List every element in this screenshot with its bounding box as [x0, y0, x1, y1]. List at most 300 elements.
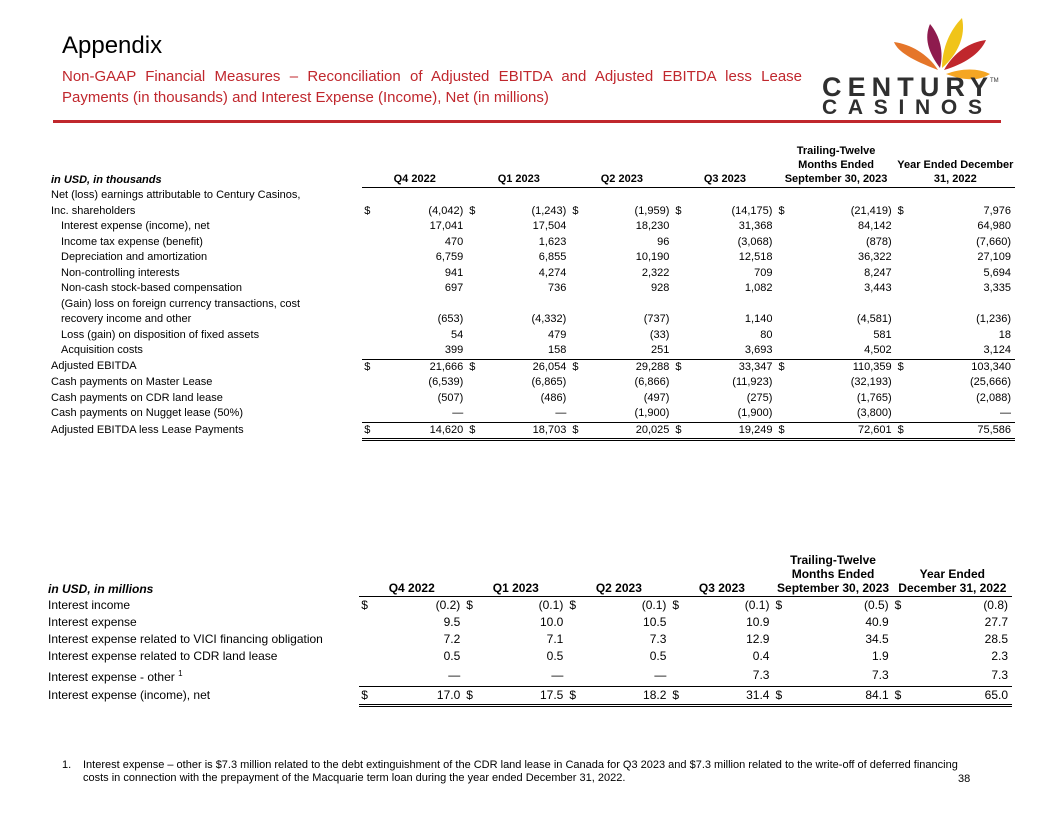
row-label-text: Cash payments on Nugget lease (50%) [51, 407, 243, 420]
dollar-sign: $ [569, 598, 577, 612]
cell-value: (32,193) [850, 376, 892, 388]
cell-value: (0.1) [538, 598, 564, 612]
dollar-sign [673, 312, 683, 328]
dollar-sign [359, 614, 369, 631]
footnote-number: 1. [62, 759, 72, 771]
dollar-sign: $ [776, 422, 786, 440]
cell-value: (0.1) [744, 598, 770, 612]
cell-value: (0.8) [983, 598, 1008, 612]
dollar-sign [673, 375, 683, 391]
cell-value: 3,693 [683, 343, 776, 359]
dollar-sign [776, 391, 786, 407]
dollar-sign: $ [670, 686, 680, 705]
cell-value: 31,368 [738, 220, 773, 232]
dollar-sign: $ [361, 598, 368, 612]
cell-value [906, 297, 1015, 313]
dollar-sign: $ [567, 686, 577, 705]
dollar-sign [467, 343, 477, 359]
dollar-sign [570, 391, 580, 407]
dollar-sign [776, 375, 786, 391]
cell-value: — [577, 665, 670, 686]
cell-value: 7.3 [903, 665, 1012, 686]
logo-tm: TM [990, 78, 999, 84]
dollar-sign [464, 631, 474, 648]
adjusted-ebitda-table [51, 144, 1015, 441]
cell-value: 697 [444, 282, 464, 294]
cell-value [683, 297, 776, 313]
row-label [51, 250, 362, 266]
cell-value: 3,443 [864, 282, 892, 294]
dollar-sign: $ [673, 422, 683, 440]
dollar-sign [570, 328, 580, 344]
cell-value: 10.5 [643, 615, 667, 629]
cell-value: 928 [651, 282, 670, 294]
cell-value: (486) [540, 391, 567, 404]
row-label-text: Cash payments on Master Lease [51, 376, 213, 388]
dollar-sign: $ [893, 686, 903, 705]
dollar-sign [673, 328, 683, 344]
dollar-sign [467, 235, 477, 251]
cell-value: (1,900) [580, 406, 673, 422]
cell-value: (4,581) [856, 313, 892, 325]
column-header: Q1 2023 [464, 553, 567, 597]
cell-value: 1,623 [538, 235, 567, 248]
row-label [51, 219, 362, 235]
cell-value: 18.2 [577, 686, 670, 705]
dollar-sign [893, 631, 903, 648]
cell-value: (6,866) [634, 376, 670, 388]
dollar-sign [896, 188, 906, 204]
cell-value: 20,025 [580, 422, 673, 440]
row-label-text: Depreciation and amortization [61, 251, 208, 263]
cell-value: (1,236) [976, 313, 1011, 325]
dollar-sign [896, 328, 906, 344]
dollar-sign [776, 343, 786, 359]
cell-value: 12,518 [738, 251, 773, 263]
dollar-sign [773, 631, 783, 648]
cell-value: 27.7 [984, 615, 1008, 629]
table-row [51, 391, 1015, 407]
cell-value: 4,502 [787, 343, 896, 359]
dollar-sign [776, 281, 786, 297]
dollar-sign [893, 648, 903, 665]
dollar-sign [362, 235, 372, 251]
cell-value: 158 [477, 343, 570, 359]
row-label [48, 597, 359, 615]
cell-value: 17,504 [532, 220, 567, 232]
row-label-text: Acquisition costs [61, 344, 143, 357]
table-row [51, 250, 1015, 266]
table-row [51, 204, 1015, 220]
cell-value [683, 188, 776, 204]
row-label [51, 406, 362, 422]
table-row [51, 312, 1015, 328]
row-label-text: Cash payments on CDR land lease [51, 391, 223, 404]
dollar-sign [776, 297, 786, 313]
row-label-text: Adjusted EBITDA [51, 360, 137, 373]
dollar-sign: $ [572, 204, 579, 217]
row-label-text: Interest expense related to CDR land lease [48, 649, 278, 663]
dollar-sign [673, 250, 683, 266]
dollar-sign [362, 219, 372, 235]
row-label-text: Interest expense - other [48, 670, 175, 684]
dollar-sign: $ [572, 360, 579, 373]
cell-value: 251 [580, 343, 673, 359]
dollar-sign [467, 219, 477, 235]
row-label-text: Interest expense [48, 615, 137, 629]
dollar-sign [467, 312, 477, 328]
column-header: Q2 2023 [570, 144, 673, 188]
dollar-sign [670, 665, 680, 686]
dollar-sign [362, 281, 372, 297]
row-label-text: Interest income [48, 597, 131, 612]
cell-value: 479 [547, 328, 567, 341]
dollar-sign [362, 250, 372, 266]
row-label-text: Inc. shareholders [51, 204, 136, 217]
dollar-sign [467, 328, 477, 344]
dollar-sign [567, 614, 577, 631]
cell-value: (1,959) [634, 204, 670, 217]
dollar-sign [896, 375, 906, 391]
table-row [51, 343, 1015, 359]
dollar-sign [896, 406, 906, 422]
cell-value: 65.0 [903, 686, 1012, 705]
dollar-sign [362, 343, 372, 359]
dollar-sign [673, 391, 683, 407]
dollar-sign [893, 614, 903, 631]
table-row [48, 597, 1012, 615]
cell-value: (3,800) [787, 406, 896, 422]
cell-value: 64,980 [977, 220, 1011, 232]
dollar-sign [776, 312, 786, 328]
dollar-sign [773, 648, 783, 665]
dollar-sign: $ [675, 204, 682, 217]
cell-value: 10.9 [746, 615, 770, 629]
cell-value [477, 297, 570, 313]
dollar-sign: $ [675, 360, 682, 373]
dollar-sign [570, 312, 580, 328]
cell-value [477, 188, 570, 204]
dollar-sign [896, 235, 906, 251]
dollar-sign [467, 391, 477, 407]
cell-value: 0.5 [443, 649, 461, 663]
cell-value: 2.3 [991, 649, 1008, 663]
page-subtitle: Non-GAAP Financial Measures – Reconciliation of Adjusted EBITDA and Adjusted EBITDA less Lease Payments (in thousands) and Interest Expense (Income), Net (in millions) [62, 68, 802, 106]
cell-value: 7.3 [649, 632, 667, 646]
cell-value: 14,620 [372, 422, 467, 440]
cell-value: (6,539) [428, 376, 464, 388]
dollar-sign [776, 235, 786, 251]
dollar-sign [570, 406, 580, 422]
cell-value: 581 [873, 328, 892, 341]
dollar-sign [570, 266, 580, 282]
dollar-sign [359, 631, 369, 648]
cell-value: 6,855 [538, 251, 567, 263]
cell-value: 10.0 [539, 615, 564, 629]
row-label [51, 204, 362, 220]
column-header: Q4 2022 [362, 144, 467, 188]
dollar-sign [673, 406, 683, 422]
cell-value: 470 [444, 235, 464, 248]
dollar-sign: $ [894, 598, 902, 612]
dollar-sign [567, 648, 577, 665]
row-label [51, 297, 362, 313]
cell-value: 2,322 [641, 266, 670, 279]
dollar-sign [896, 312, 906, 328]
cell-value: 28.5 [984, 632, 1008, 646]
dollar-sign [570, 188, 580, 204]
row-label-text: Interest expense related to VICI financing obligation [48, 632, 323, 646]
cell-value: (0.5) [863, 598, 889, 612]
cell-value: 0.4 [752, 649, 770, 663]
cell-value: 17.5 [474, 686, 567, 705]
dollar-sign [773, 665, 783, 686]
cell-value: 84.1 [784, 686, 893, 705]
cell-value: 29,288 [635, 360, 670, 373]
cell-value: 84,142 [858, 220, 892, 232]
cell-value: 1,140 [744, 313, 773, 325]
cell-value: (6,865) [531, 376, 567, 388]
cell-value [580, 297, 673, 313]
dollar-sign [776, 406, 786, 422]
cell-value: (1,900) [683, 406, 776, 422]
row-label [51, 343, 362, 359]
dollar-sign: $ [362, 422, 372, 440]
dollar-sign [776, 266, 786, 282]
dollar-sign [896, 391, 906, 407]
row-label [51, 312, 362, 328]
cell-value: 0.5 [546, 649, 564, 663]
cell-value [372, 188, 467, 204]
table-header-row [51, 144, 1015, 188]
row-label [51, 422, 362, 440]
dollar-sign [467, 250, 477, 266]
table-row [48, 686, 1012, 705]
cell-value: 3,335 [983, 282, 1011, 294]
dollar-sign [570, 219, 580, 235]
row-label [51, 266, 362, 282]
dollar-sign [776, 328, 786, 344]
footnote-marker: 1 [178, 669, 183, 678]
column-header: Trailing-Twelve Months Ended September 30, 2023 [776, 144, 895, 188]
dollar-sign: $ [469, 360, 476, 373]
cell-value: (0.1) [641, 598, 667, 612]
cell-value: 399 [372, 343, 467, 359]
table-row [48, 648, 1012, 665]
dollar-sign: $ [364, 204, 371, 217]
dollar-sign [896, 297, 906, 313]
title-divider [53, 120, 1001, 123]
dollar-sign [896, 281, 906, 297]
cell-value: — [474, 665, 567, 686]
row-label-text: Interest expense (income), net [48, 688, 211, 702]
dollar-sign: $ [896, 422, 906, 440]
dollar-sign: $ [469, 204, 476, 217]
cell-value: 7,976 [983, 204, 1011, 217]
column-header: Q3 2023 [670, 553, 773, 597]
dollar-sign [673, 297, 683, 313]
row-label [48, 614, 359, 631]
cell-value: 72,601 [787, 422, 896, 440]
dollar-sign [896, 343, 906, 359]
century-casinos-logo [820, 8, 1000, 116]
dollar-sign [773, 614, 783, 631]
table-row [51, 422, 1015, 440]
dollar-sign [362, 297, 372, 313]
cell-value: 27,109 [977, 251, 1011, 263]
dollar-sign [359, 665, 369, 686]
row-label-text: Loss (gain) on disposition of fixed assets [61, 328, 260, 341]
row-label [48, 648, 359, 665]
cell-value: 34.5 [865, 632, 889, 646]
row-label [51, 328, 362, 344]
dollar-sign [464, 648, 474, 665]
dollar-sign [776, 188, 786, 204]
dollar-sign: $ [897, 360, 904, 373]
table-row [51, 328, 1015, 344]
row-label [48, 665, 359, 686]
cell-value [580, 188, 673, 204]
cell-value: (4,332) [531, 313, 567, 325]
cell-value: (737) [643, 313, 670, 325]
dollar-sign [464, 665, 474, 686]
cell-value: 12.9 [746, 632, 770, 646]
dollar-sign [570, 235, 580, 251]
dollar-sign [776, 250, 786, 266]
cell-value: 9.5 [443, 615, 461, 629]
cell-value: 18 [998, 328, 1011, 341]
cell-value: 4,274 [538, 266, 567, 279]
cell-value [787, 297, 896, 313]
page-number: 38 [958, 773, 971, 785]
dollar-sign [673, 281, 683, 297]
dollar-sign [467, 406, 477, 422]
table-row [48, 665, 1012, 686]
cell-value: 1,082 [744, 282, 773, 294]
column-header: Q3 2023 [673, 144, 776, 188]
cell-value: (4,042) [428, 204, 464, 217]
cell-value: 18,230 [635, 220, 670, 232]
row-label [51, 281, 362, 297]
cell-value: 33,347 [738, 360, 773, 373]
dollar-sign [467, 266, 477, 282]
cell-value: 19,249 [683, 422, 776, 440]
dollar-sign [567, 665, 577, 686]
table-row [51, 297, 1015, 313]
row-label [51, 375, 362, 391]
dollar-sign [362, 266, 372, 282]
cell-value: 8,247 [864, 266, 892, 279]
dollar-sign: $ [464, 686, 474, 705]
dollar-sign: $ [466, 598, 473, 612]
cell-value: (7,660) [976, 235, 1011, 248]
row-label [48, 631, 359, 648]
cell-value: 736 [547, 282, 567, 294]
column-header: Q2 2023 [567, 553, 670, 597]
interest-expense-table [48, 553, 1012, 707]
cell-value: 80 [760, 328, 773, 341]
dollar-sign: $ [778, 204, 785, 217]
unit-label: in USD, in thousands [51, 173, 162, 186]
dollar-sign [673, 188, 683, 204]
dollar-sign [896, 250, 906, 266]
table-row [51, 406, 1015, 422]
table-row [51, 219, 1015, 235]
cell-value: 1.9 [871, 649, 889, 663]
unit-label: in USD, in millions [48, 581, 154, 596]
dollar-sign [893, 665, 903, 686]
table-row [51, 188, 1015, 204]
dollar-sign [670, 631, 680, 648]
dollar-sign [776, 219, 786, 235]
dollar-sign [896, 219, 906, 235]
row-label-text: Adjusted EBITDA less Lease Payments [51, 424, 244, 436]
cell-value [372, 297, 467, 313]
column-header: Year Ended December 31, 2022 [893, 553, 1012, 597]
dollar-sign: $ [775, 598, 783, 612]
cell-value: 40.9 [865, 615, 889, 629]
cell-value: 7.3 [784, 665, 893, 686]
cell-value: 0.5 [649, 649, 667, 663]
row-label-text: Income tax expense (benefit) [61, 235, 203, 248]
dollar-sign [467, 281, 477, 297]
dollar-sign [362, 312, 372, 328]
table-row [48, 631, 1012, 648]
row-label-text: recovery income and other [61, 313, 192, 325]
dollar-sign [673, 343, 683, 359]
cell-value: (878) [865, 235, 892, 248]
cell-value [787, 188, 896, 204]
cell-value: (33) [649, 328, 670, 341]
cell-value: 7.2 [443, 632, 461, 646]
row-label [48, 686, 359, 705]
dollar-sign [467, 188, 477, 204]
cell-value: 103,340 [971, 360, 1011, 373]
cell-value: 7.1 [546, 632, 564, 646]
dollar-sign [570, 375, 580, 391]
cell-value: — [906, 406, 1015, 422]
logo-text-century: CENTURY [822, 72, 988, 102]
cell-value: — [372, 406, 467, 422]
table-row [51, 281, 1015, 297]
cell-value: 75,586 [906, 422, 1015, 440]
dollar-sign [362, 375, 372, 391]
dollar-sign: $ [359, 686, 369, 705]
cell-value: (275) [746, 391, 773, 404]
column-header: Q4 2022 [359, 553, 464, 597]
dollar-sign [467, 375, 477, 391]
cell-value [906, 188, 1015, 204]
cell-value: (1,243) [531, 204, 567, 217]
column-header: Trailing-Twelve Months Ended September 30, 2023 [773, 553, 892, 597]
dollar-sign [570, 343, 580, 359]
column-header: Q1 2023 [467, 144, 570, 188]
table-row [48, 614, 1012, 631]
cell-value: 17.0 [369, 686, 464, 705]
dollar-sign [673, 235, 683, 251]
dollar-sign: $ [364, 360, 371, 373]
cell-value: (3,068) [737, 235, 773, 248]
row-label [51, 235, 362, 251]
logo-text-casinos: CASINOS [822, 96, 988, 116]
dollar-sign: $ [570, 422, 580, 440]
dollar-sign [570, 281, 580, 297]
dollar-sign [362, 328, 372, 344]
cell-value: 96 [657, 235, 670, 248]
dollar-sign [464, 614, 474, 631]
page-title: Appendix [62, 32, 163, 59]
dollar-sign [467, 297, 477, 313]
